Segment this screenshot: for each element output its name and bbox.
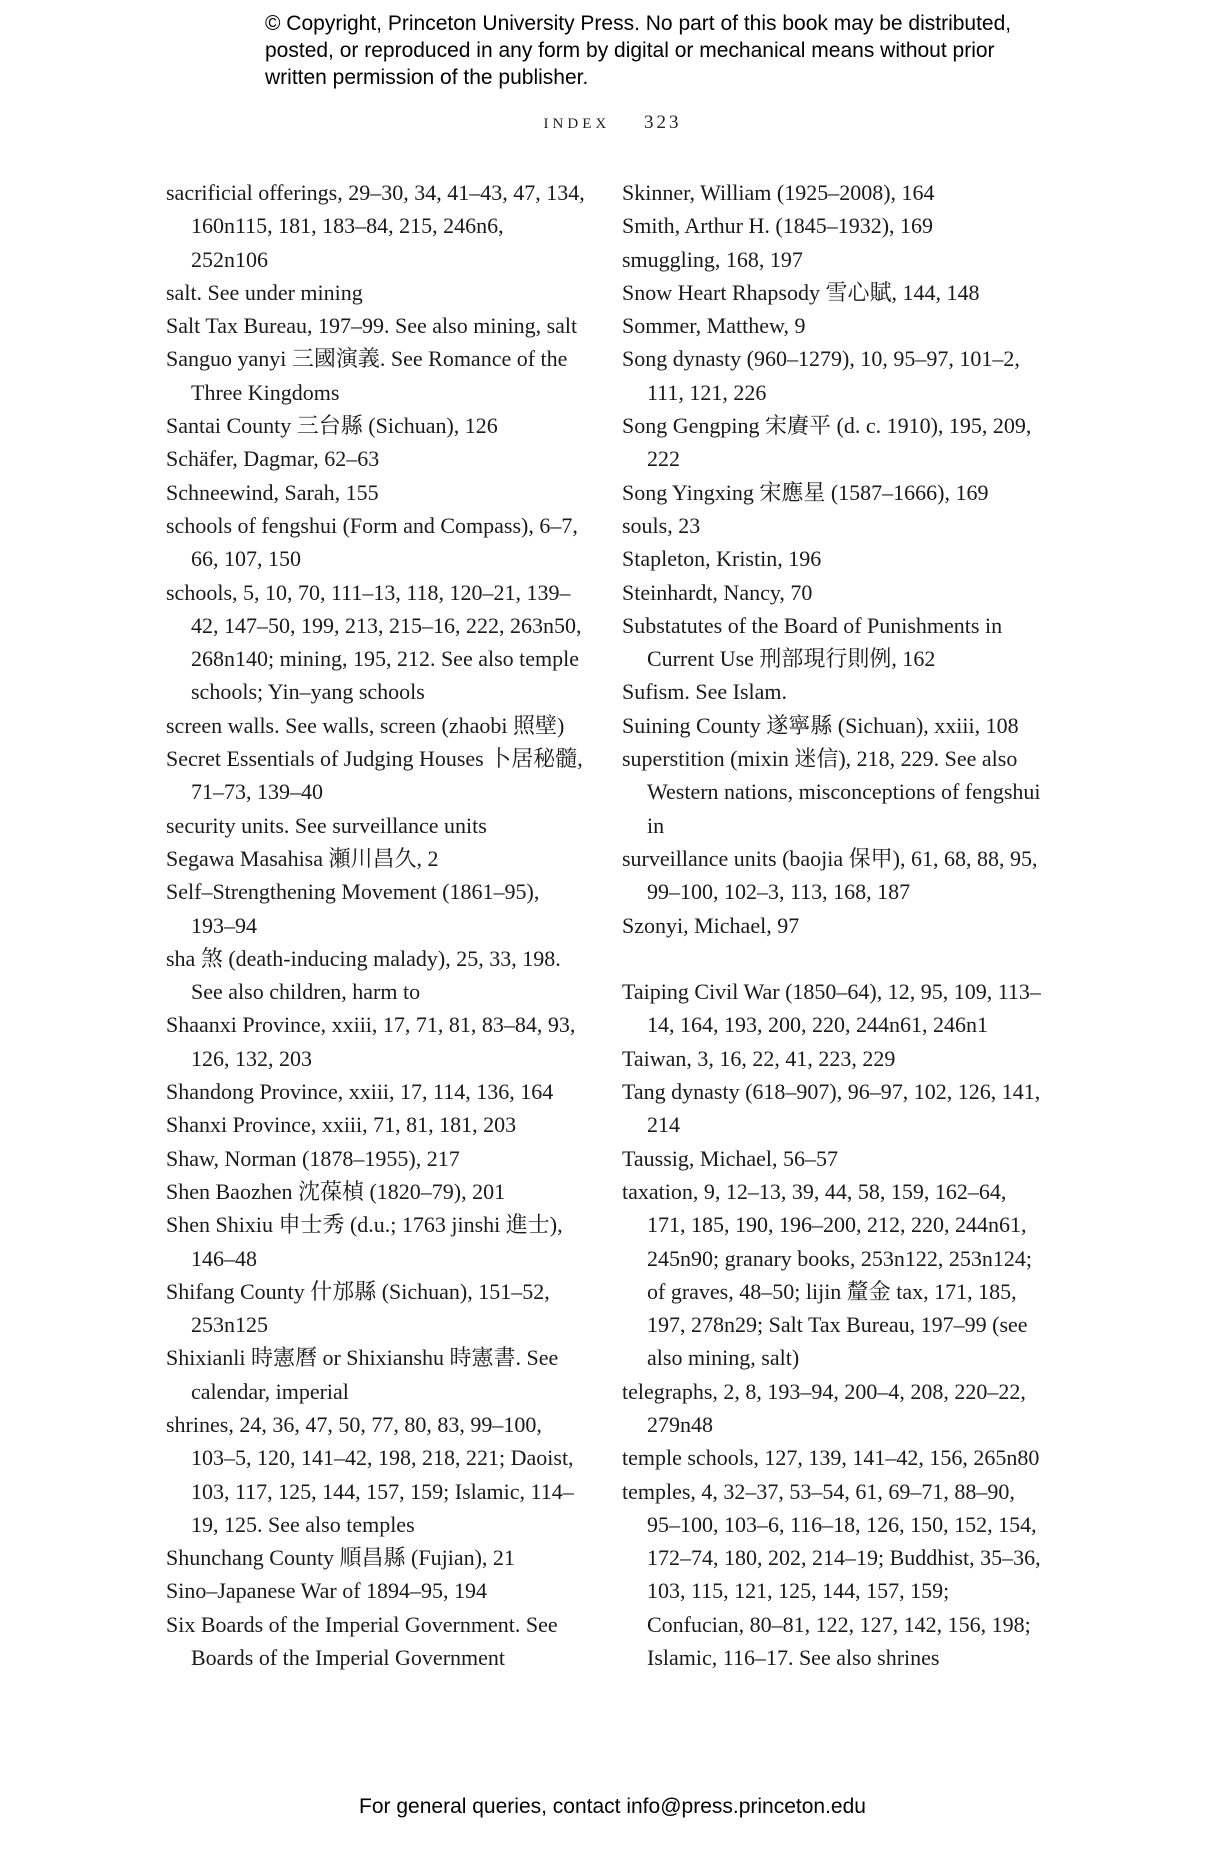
index-entry: Steinhardt, Nancy, 70 (622, 579, 813, 605)
index-entry: Schäfer, Dagmar, 62–63 (166, 446, 380, 472)
index-entry: salt. See under mining (166, 279, 363, 305)
index-entry: Song Yingxing 宋應星 (1587–1666), 169 (622, 479, 989, 505)
index-entry: Taussig, Michael, 56–57 (622, 1145, 838, 1171)
index-entry: Salt Tax Bureau, 197–99. See also mining, salt (166, 313, 578, 339)
page-number: 323 (643, 112, 682, 133)
copyright-notice: © Copyright, Princeton University Press. No part of this book may be distributed, posted, or reproduced in any form by digital or mechanical means without prior written permission of the publisher. (265, 12, 1012, 89)
index-column-left (166, 176, 586, 1674)
index-entry: Shaanxi Province, xxiii, 17, 71, 81, 83–84, 93, 126, 132, 203 (166, 1012, 576, 1071)
index-entry: temple schools, 127, 139, 141–42, 156, 265n80 (622, 1445, 1040, 1471)
index-entry: schools of fengshui (Form and Compass), 6–7, 66, 107, 150 (166, 512, 578, 572)
index-entry: telegraphs, 2, 8, 193–94, 200–4, 208, 220–22, 279n48 (622, 1378, 1026, 1437)
index-entry: Shandong Province, xxiii, 17, 114, 136, 164 (166, 1079, 554, 1105)
index-entry: Skinner, William (1925–2008), 164 (622, 180, 935, 205)
index-entry: sacrificial offerings, 29–30, 34, 41–43, 47, 134, 160n115, 181, 183–84, 215, 246n6, 252n106 (166, 180, 585, 272)
index-entry: Shen Baozhen 沈葆楨 (1820–79), 201 (166, 1178, 506, 1204)
index-entry: shrines, 24, 36, 47, 50, 77, 80, 83, 99–100, 103–5, 120, 141–42, 198, 218, 221; Daoist, 103, 117, 125, 144, 157, 159; Islamic, 114–19, 125. See also temples (166, 1411, 574, 1537)
index-entry: Segawa Masahisa 瀬川昌久, 2 (166, 845, 439, 871)
index-entry: Sufism. See Islam. (622, 679, 787, 705)
index-entry: taxation, 9, 12–13, 39, 44, 58, 159, 162–64, 171, 185, 190, 196–200, 212, 220, 244n61, 245n90; granary books, 253n122, 253n124; of graves, 48–50; lijin 釐金 tax, 171, 185, 197, 278n29; Salt Tax Bureau, 197–99 (see also mining, salt) (622, 1178, 1032, 1371)
index-column-right (622, 176, 1042, 1674)
index-entry: Shifang County 什邡縣 (Sichuan), 151–52, 253n125 (166, 1278, 550, 1338)
index-entry: Suining County 遂寧縣 (Sichuan), xxiii, 108 (622, 712, 1019, 738)
index-entry: Sino–Japanese War of 1894–95, 194 (166, 1578, 488, 1604)
index-entry: Six Boards of the Imperial Government. See Boards of the Imperial Government (166, 1611, 558, 1671)
index-entry: Smith, Arthur H. (1845–1932), 169 (622, 213, 934, 239)
index-entry: smuggling, 168, 197 (622, 246, 803, 272)
index-entry: sha 煞 (death-inducing malady), 25, 33, 198. See also children, harm to (166, 945, 561, 1005)
index-entry: Shixianli 時憲曆 or Shixianshu 時憲書. See calendar, imperial (166, 1345, 559, 1404)
index-entry: Sanguo yanyi 三國演義. See Romance of the Three Kingdoms (166, 346, 568, 405)
running-head-label: INDEX (543, 116, 611, 132)
index-entry: Shanxi Province, xxiii, 71, 81, 181, 203 (166, 1112, 517, 1138)
index-entry: schools, 5, 10, 70, 111–13, 118, 120–21, 139–42, 147–50, 199, 213, 215–16, 222, 263n50, 268n140; mining, 195, 212. See also temple schools; Yin–yang schools (166, 579, 582, 705)
index-entry: surveillance units (baojia 保甲), 61, 68, 88, 95, 99–100, 102–3, 113, 168, 187 (622, 845, 1038, 905)
index-entry: Taiping Civil War (1850–64), 12, 95, 109, 113–14, 164, 193, 200, 220, 244n61, 246n1 (622, 979, 1041, 1038)
index-entry: security units. See surveillance units (166, 812, 487, 838)
index-entry: Tang dynasty (618–907), 96–97, 102, 126, 141, 214 (622, 1079, 1041, 1138)
index-entry: screen walls. See walls, screen (zhaobi 照壁) (166, 712, 565, 738)
index-entry: Song dynasty (960–1279), 10, 95–97, 101–2, 111, 121, 226 (622, 346, 1020, 405)
index-entry: Szonyi, Michael, 97 (622, 912, 800, 938)
index-entry: Substatutes of the Board of Punishments in Current Use 刑部現行則例, 162 (622, 612, 1003, 672)
index-entry: temples, 4, 32–37, 53–54, 61, 69–71, 88–90, 95–100, 103–6, 116–18, 126, 150, 152, 154, 172–74, 180, 202, 214–19; Buddhist, 35–36, 103, 115, 121, 125, 144, 157, 159; Confucian, 80–81, 122, 127, 142, 156, 198; Islamic, 116–17. See also shrines (622, 1478, 1041, 1671)
footer-contact: For general queries, contact info@press.princeton.edu (359, 1795, 866, 1818)
index-entry: Shunchang County 順昌縣 (Fujian), 21 (166, 1545, 515, 1571)
running-head (0, 112, 1225, 134)
index-entry: Schneewind, Sarah, 155 (166, 479, 379, 505)
index-entry: Snow Heart Rhapsody 雪心賦, 144, 148 (622, 279, 980, 305)
index-entry: Song Gengping 宋賡平 (d. c. 1910), 195, 209, 222 (622, 413, 1032, 472)
index-entry: Santai County 三台縣 (Sichuan), 126 (166, 413, 498, 439)
index-entry: Shen Shixiu 申士秀 (d.u.; 1763 jinshi 進士), 146–48 (166, 1212, 563, 1271)
index-entry: souls, 23 (622, 512, 701, 538)
index-entry: Self–Strengthening Movement (1861–95), 193–94 (166, 879, 540, 938)
index-entry: Stapleton, Kristin, 196 (622, 546, 822, 572)
letter-group-gap (622, 942, 1042, 975)
index-entry: Secret Essentials of Judging Houses 卜居秘髓, 71–73, 139–40 (166, 746, 583, 805)
index-entry: Sommer, Matthew, 9 (622, 313, 806, 339)
index-entry: Shaw, Norman (1878–1955), 217 (166, 1145, 460, 1171)
index-entry: superstition (mixin 迷信), 218, 229. See also Western nations, misconceptions of fengshui in (622, 746, 1041, 838)
index-entry: Taiwan, 3, 16, 22, 41, 223, 229 (622, 1045, 896, 1071)
